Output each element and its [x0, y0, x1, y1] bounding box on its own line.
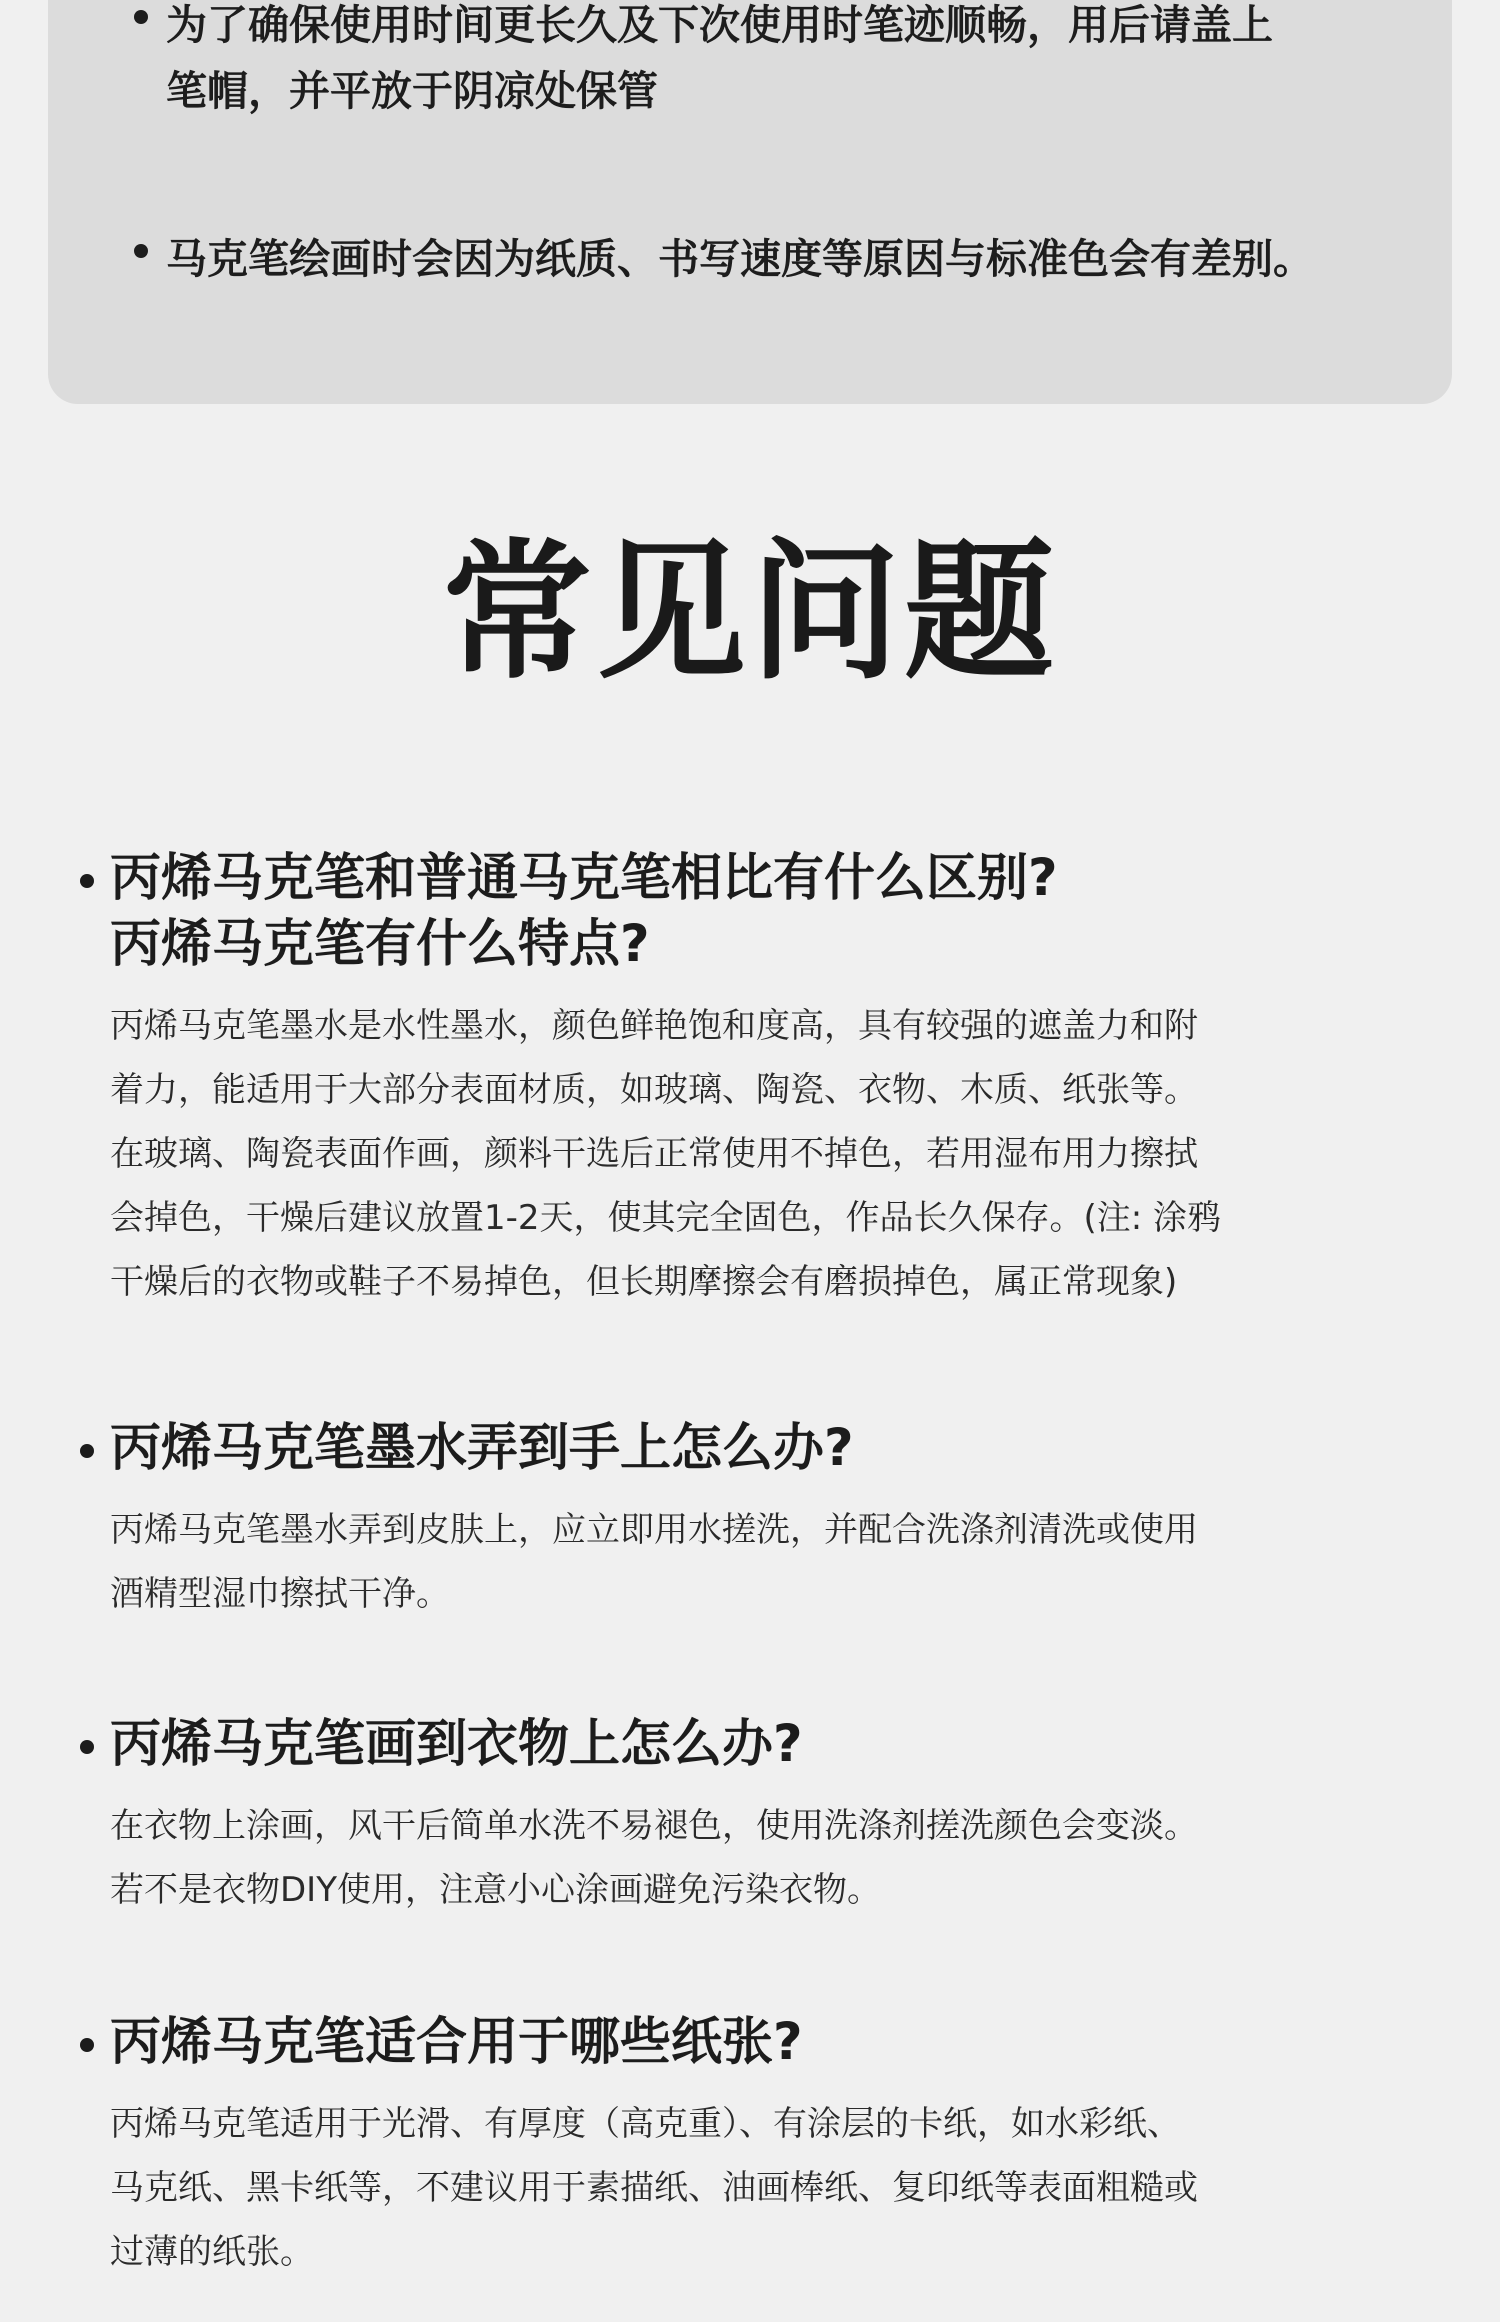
answer-line: 干燥后的衣物或鞋子不易掉色，但长期摩擦会有磨损掉色，属正常现象)	[110, 1262, 1178, 1302]
answer-line: 在衣物上涂画，风干后简单水洗不易褪色，使用洗涤剂搓洗颜色会变淡。	[110, 1806, 1198, 1846]
faq-answer	[110, 1794, 1380, 1922]
notice-line: 笔帽，并平放于阴凉处保管	[166, 67, 658, 115]
question-line: 丙烯马克笔墨水弄到手上怎么办?	[110, 1419, 854, 1478]
faq-question	[110, 1416, 1370, 1482]
faq-item	[110, 2010, 1370, 2284]
bullet-icon	[80, 2038, 94, 2052]
notice-line: 马克笔绘画时会因为纸质、书写速度等原因与标准色会有差别。	[166, 235, 1314, 283]
bullet-icon	[80, 1444, 94, 1458]
question-line: 丙烯马克笔适合用于哪些纸张?	[110, 2013, 803, 2072]
notice-item	[166, 226, 1396, 292]
notice-line: 为了确保使用时间更长久及下次使用时笔迹顺畅，用后请盖上	[166, 1, 1273, 49]
faq-item	[110, 846, 1370, 1314]
faq-answer	[110, 2092, 1380, 2284]
answer-line: 马克纸、黑卡纸等，不建议用于素描纸、油画棒纸、复印纸等表面粗糙或	[110, 2168, 1198, 2208]
answer-line: 在玻璃、陶瓷表面作画，颜料干选后正常使用不掉色，若用湿布用力擦拭	[110, 1134, 1198, 1174]
faq-item	[110, 1416, 1370, 1626]
question-line: 丙烯马克笔和普通马克笔相比有什么区别?	[110, 849, 1058, 908]
notice-item	[166, 0, 1396, 124]
faq-item	[110, 1712, 1370, 1922]
answer-line: 丙烯马克笔墨水是水性墨水，颜色鲜艳饱和度高，具有较强的遮盖力和附	[110, 1006, 1198, 1046]
faq-question	[110, 2010, 1370, 2076]
faq-question	[110, 846, 1370, 978]
answer-line: 过薄的纸张。	[110, 2232, 314, 2272]
answer-line: 丙烯马克笔墨水弄到皮肤上，应立即用水搓洗，并配合洗涤剂清洗或使用	[110, 1510, 1198, 1550]
answer-line: 丙烯马克笔适用于光滑、有厚度（高克重）、有涂层的卡纸，如水彩纸、	[110, 2104, 1181, 2144]
bullet-icon	[80, 1740, 94, 1754]
bullet-icon	[134, 10, 148, 24]
faq-question	[110, 1712, 1370, 1778]
faq-answer	[110, 994, 1380, 1314]
faq-title: 常见问题	[441, 526, 1058, 700]
answer-line: 酒精型湿巾擦拭干净。	[110, 1574, 450, 1614]
bullet-icon	[80, 874, 94, 888]
faq-answer	[110, 1498, 1380, 1626]
answer-line: 着力，能适用于大部分表面材质，如玻璃、陶瓷、衣物、木质、纸张等。	[110, 1070, 1198, 1110]
bullet-icon	[134, 244, 148, 258]
question-line: 丙烯马克笔画到衣物上怎么办?	[110, 1715, 803, 1774]
answer-line: 若不是衣物DIY使用，注意小心涂画避免污染衣物。	[110, 1870, 881, 1910]
answer-line: 会掉色，干燥后建议放置1-2天，使其完全固色，作品长久保存。(注: 涂鸦	[110, 1198, 1222, 1238]
question-line: 丙烯马克笔有什么特点?	[110, 915, 650, 974]
